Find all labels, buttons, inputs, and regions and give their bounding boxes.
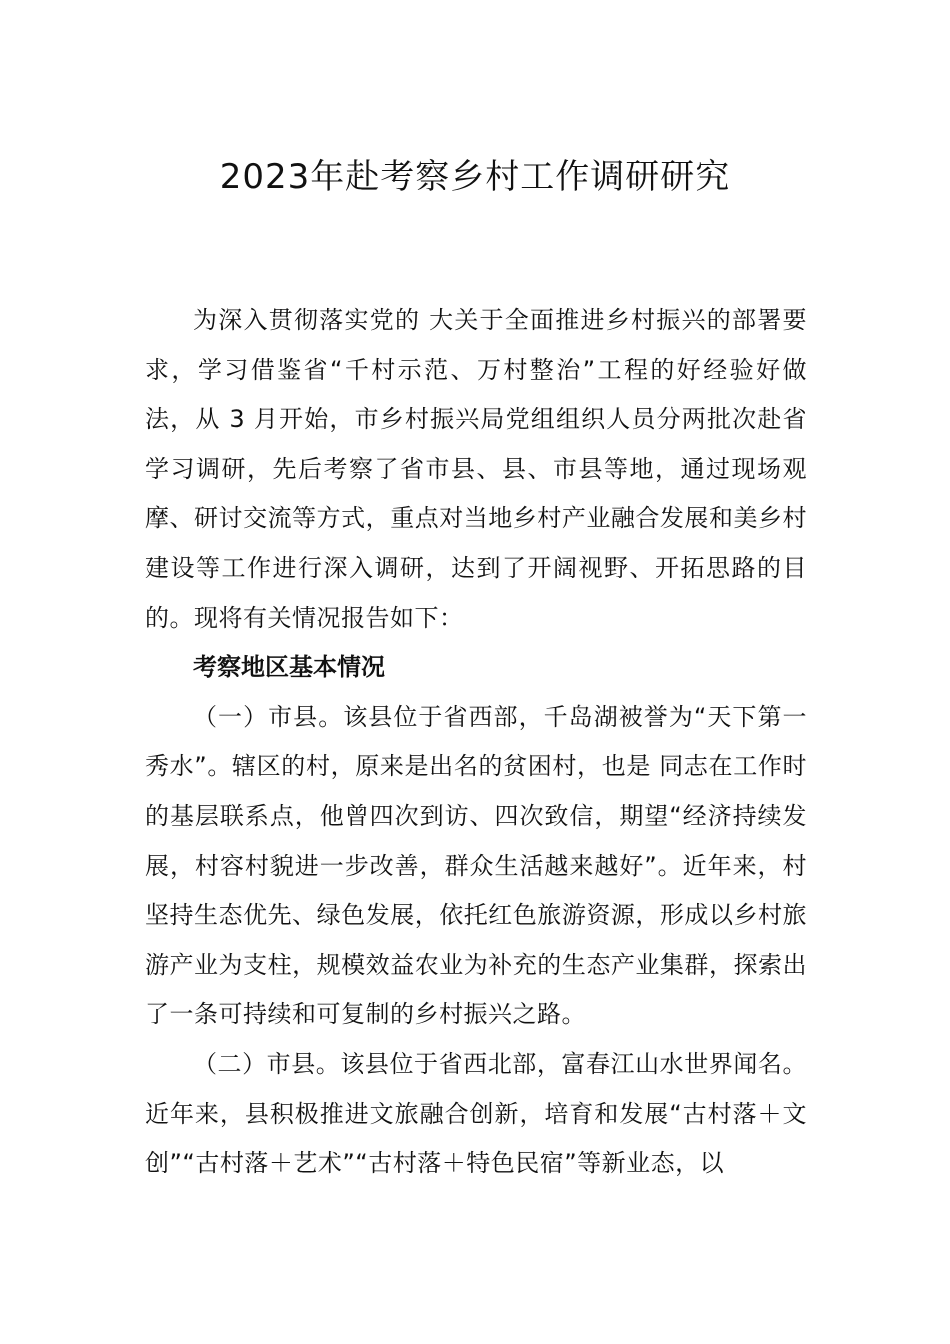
section-heading: 考察地区基本情况 <box>193 653 385 682</box>
item-one-paragraph: （一）市县。该县位于省西部，千岛湖被誉为“天下第一秀水”。辖区的村，原来是出名的贫困村，也是 同志在工作时的基层联系点，他曾四次到访、四次致信，期望“经济持续发展，村容村貌进一步改善，群众生活越来越好”。近年来，村坚持生态优先、绿色发展，依托红色旅游资源，形成以乡村旅游产业为支柱，规模效益农业为补充的生态产业集群，探索出了一条可持续和可复制的乡村振兴之路。 <box>145 702 807 1029</box>
document-title: 2023年赴考察乡村工作调研研究 <box>219 157 731 197</box>
document-body <box>145 296 807 1189</box>
intro-paragraph: 为深入贯彻落实党的 大关于全面推进乡村振兴的部署要求，学习借鉴省“千村示范、万村整治”工程的好经验好做法，从 3 月开始，市乡村振兴局党组组织人员分两批次赴省学习调研，先后考察了省市县、县、市县等地，通过现场观摩、研讨交流等方式，重点对当地乡村产业融合发展和美乡村建设等工作进行深入调研，达到了开阔视野、开拓思路的目的。现将有关情况报告如下： <box>145 306 807 632</box>
item-two-paragraph: （二）市县。该县位于省西北部，富春江山水世界闻名。近年来，县积极推进文旅融合创新，培育和发展“古村落＋文创”“古村落＋艺术”“古村落＋特色民宿”等新业态，以 <box>145 1049 807 1178</box>
